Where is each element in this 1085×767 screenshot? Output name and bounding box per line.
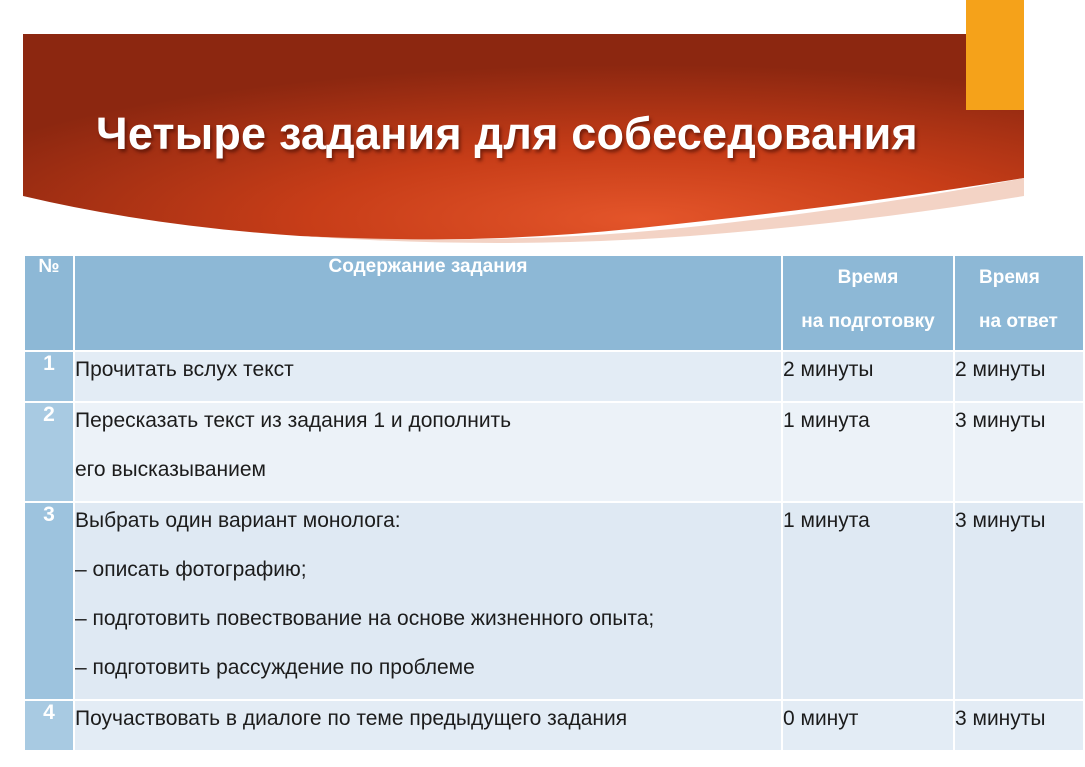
row-content-line: Поучаствовать в диалоге по теме предыдущего задания (75, 707, 628, 730)
header-answer-time-line1: Время (979, 267, 1040, 288)
table-row (24, 700, 1084, 751)
header-prep-time-line2: на подготовку (801, 311, 935, 332)
row-prep-time-value: 2 минуты (783, 358, 874, 381)
row-prep-time (782, 402, 954, 502)
row-content-line: Выбрать один вариант монолога: (75, 509, 401, 532)
table-row (24, 351, 1084, 402)
row-prep-time-value: 1 минута (783, 409, 870, 432)
row-answer-time (954, 351, 1084, 402)
row-answer-time (954, 402, 1084, 502)
row-prep-time-value: 1 минута (783, 509, 870, 532)
table-row (24, 402, 1084, 502)
header-number: № (24, 255, 74, 351)
table-header-row (24, 255, 1084, 351)
row-prep-time-value: 0 минут (783, 707, 859, 730)
row-answer-time-value: 3 минуты (955, 509, 1046, 532)
row-prep-time (782, 351, 954, 402)
row-content (74, 502, 782, 700)
row-content (74, 700, 782, 751)
accent-block (966, 0, 1024, 110)
row-content-line: его высказыванием (75, 458, 266, 481)
row-prep-time (782, 502, 954, 700)
page-title: Четыре задания для собеседования (96, 108, 918, 159)
row-content-line: Прочитать вслух текст (75, 358, 294, 381)
row-content (74, 402, 782, 502)
row-content-line: – подготовить рассуждение по проблеме (75, 656, 475, 679)
header-prep-time (782, 255, 954, 351)
header-content: Содержание задания (74, 255, 782, 351)
row-number: 1 (24, 351, 74, 402)
row-content-line: – описать фотографию; (75, 558, 307, 581)
row-content-line: – подготовить повествование на основе жизненного опыта; (75, 607, 655, 630)
row-answer-time-value: 3 минуты (955, 707, 1046, 730)
row-answer-time-value: 3 минуты (955, 409, 1046, 432)
header-answer-time (954, 255, 1084, 351)
row-number: 4 (24, 700, 74, 751)
table-row (24, 502, 1084, 700)
tasks-table (23, 254, 1085, 752)
row-answer-time (954, 700, 1084, 751)
row-prep-time (782, 700, 954, 751)
row-content (74, 351, 782, 402)
row-answer-time (954, 502, 1084, 700)
header-answer-time-line2: на ответ (979, 311, 1058, 332)
row-number: 3 (24, 502, 74, 700)
row-answer-time-value: 2 минуты (955, 358, 1046, 381)
row-number: 2 (24, 402, 74, 502)
header-prep-time-line1: Время (837, 267, 899, 288)
row-content-line: Пересказать текст из задания 1 и дополнить (75, 409, 512, 432)
